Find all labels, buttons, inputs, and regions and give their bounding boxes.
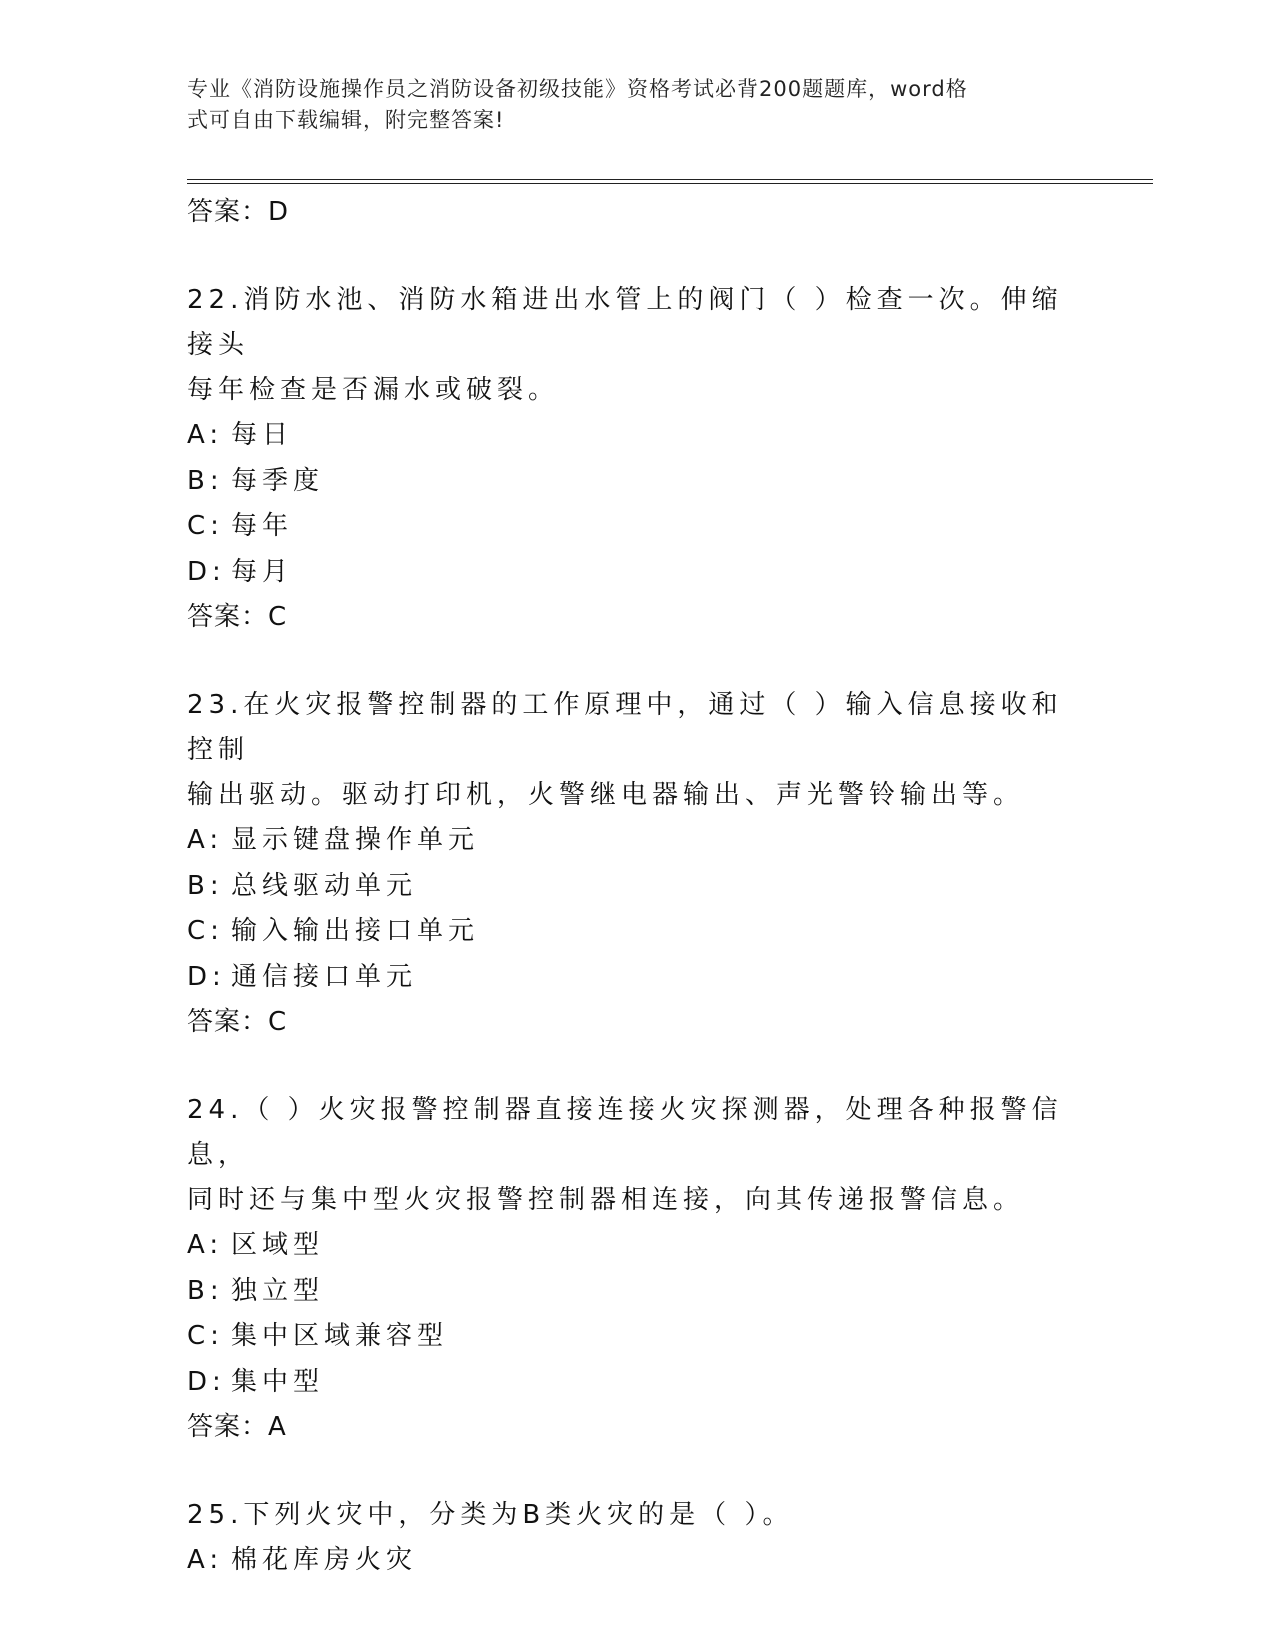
question-23 <box>187 683 1087 1044</box>
answer-label: 答案：D <box>187 197 290 227</box>
option-text: 棉花库房火灾 <box>231 1545 418 1575</box>
option-b <box>187 459 1087 505</box>
option-d <box>187 1360 1087 1406</box>
question-stem: 同时还与集中型火灾报警控制器相连接，向其传递报警信息。 <box>187 1185 1025 1215</box>
option-c <box>187 1314 1087 1360</box>
option-a <box>187 413 1087 459</box>
option-key: D: <box>187 556 226 587</box>
question-25 <box>187 1493 1087 1584</box>
option-text: 每季度 <box>231 465 325 496</box>
option-text: 每年 <box>231 511 294 541</box>
option-key: C: <box>187 1321 224 1351</box>
option-key: B: <box>187 1275 224 1306</box>
option-c <box>187 504 1087 550</box>
option-text: 总线驱动单元 <box>231 870 418 901</box>
question-stem: 24.（ ）火灾报警控制器直接连接火灾探测器，处理各种报警信息， <box>187 1095 1063 1170</box>
question-stem: 23.在火灾报警控制器的工作原理中，通过（ ）输入信息接收和控制 <box>187 690 1063 765</box>
option-key: A: <box>187 1545 224 1575</box>
option-a <box>187 1538 1087 1584</box>
option-text: 集中区域兼容型 <box>231 1321 449 1351</box>
option-text: 通信接口单元 <box>231 961 418 992</box>
header-title-line-1: 专业《消防设施操作员之消防设备初级技能》资格考试必背200题题库，word格 <box>187 77 968 101</box>
question-24 <box>187 1088 1087 1449</box>
option-b <box>187 1269 1087 1315</box>
option-text: 每日 <box>231 420 294 450</box>
option-key: C: <box>187 916 224 946</box>
question-list <box>187 190 1087 1584</box>
option-key: A: <box>187 420 224 450</box>
option-key: D: <box>187 1366 226 1397</box>
answer-label: 答案：C <box>187 602 288 632</box>
option-key: C: <box>187 511 224 541</box>
option-text: 集中型 <box>231 1366 325 1397</box>
option-key: A: <box>187 825 224 855</box>
option-key: D: <box>187 961 226 992</box>
option-a <box>187 1223 1087 1269</box>
header-divider-top <box>187 179 1153 180</box>
option-key: B: <box>187 870 224 901</box>
question-stem: 25.下列火灾中，分类为B类火灾的是（ ）。 <box>187 1500 794 1530</box>
option-a <box>187 818 1087 864</box>
option-d <box>187 955 1087 1001</box>
option-text: 每月 <box>231 556 294 587</box>
header-divider-bottom <box>187 183 1153 184</box>
question-22 <box>187 278 1087 639</box>
option-key: B: <box>187 465 224 496</box>
question-stem: 每年检查是否漏水或破裂。 <box>187 375 560 405</box>
option-text: 输入输出接口单元 <box>231 916 480 946</box>
option-key: A: <box>187 1230 224 1260</box>
header-title-line-2: 式可自由下载编辑，附完整答案! <box>187 108 505 132</box>
document-header <box>187 74 1067 136</box>
option-text: 区域型 <box>231 1230 325 1260</box>
question-stem: 22.消防水池、消防水箱进出水管上的阀门（ ）检查一次。伸缩接头 <box>187 285 1063 360</box>
option-b <box>187 864 1087 910</box>
answer-label: 答案：A <box>187 1412 287 1442</box>
option-text: 独立型 <box>231 1275 325 1306</box>
option-d <box>187 550 1087 596</box>
question-stem: 输出驱动。驱动打印机，火警继电器输出、声光警铃输出等。 <box>187 780 1025 810</box>
option-c <box>187 909 1087 955</box>
answer-label: 答案：C <box>187 1007 288 1037</box>
option-text: 显示键盘操作单元 <box>231 825 480 855</box>
